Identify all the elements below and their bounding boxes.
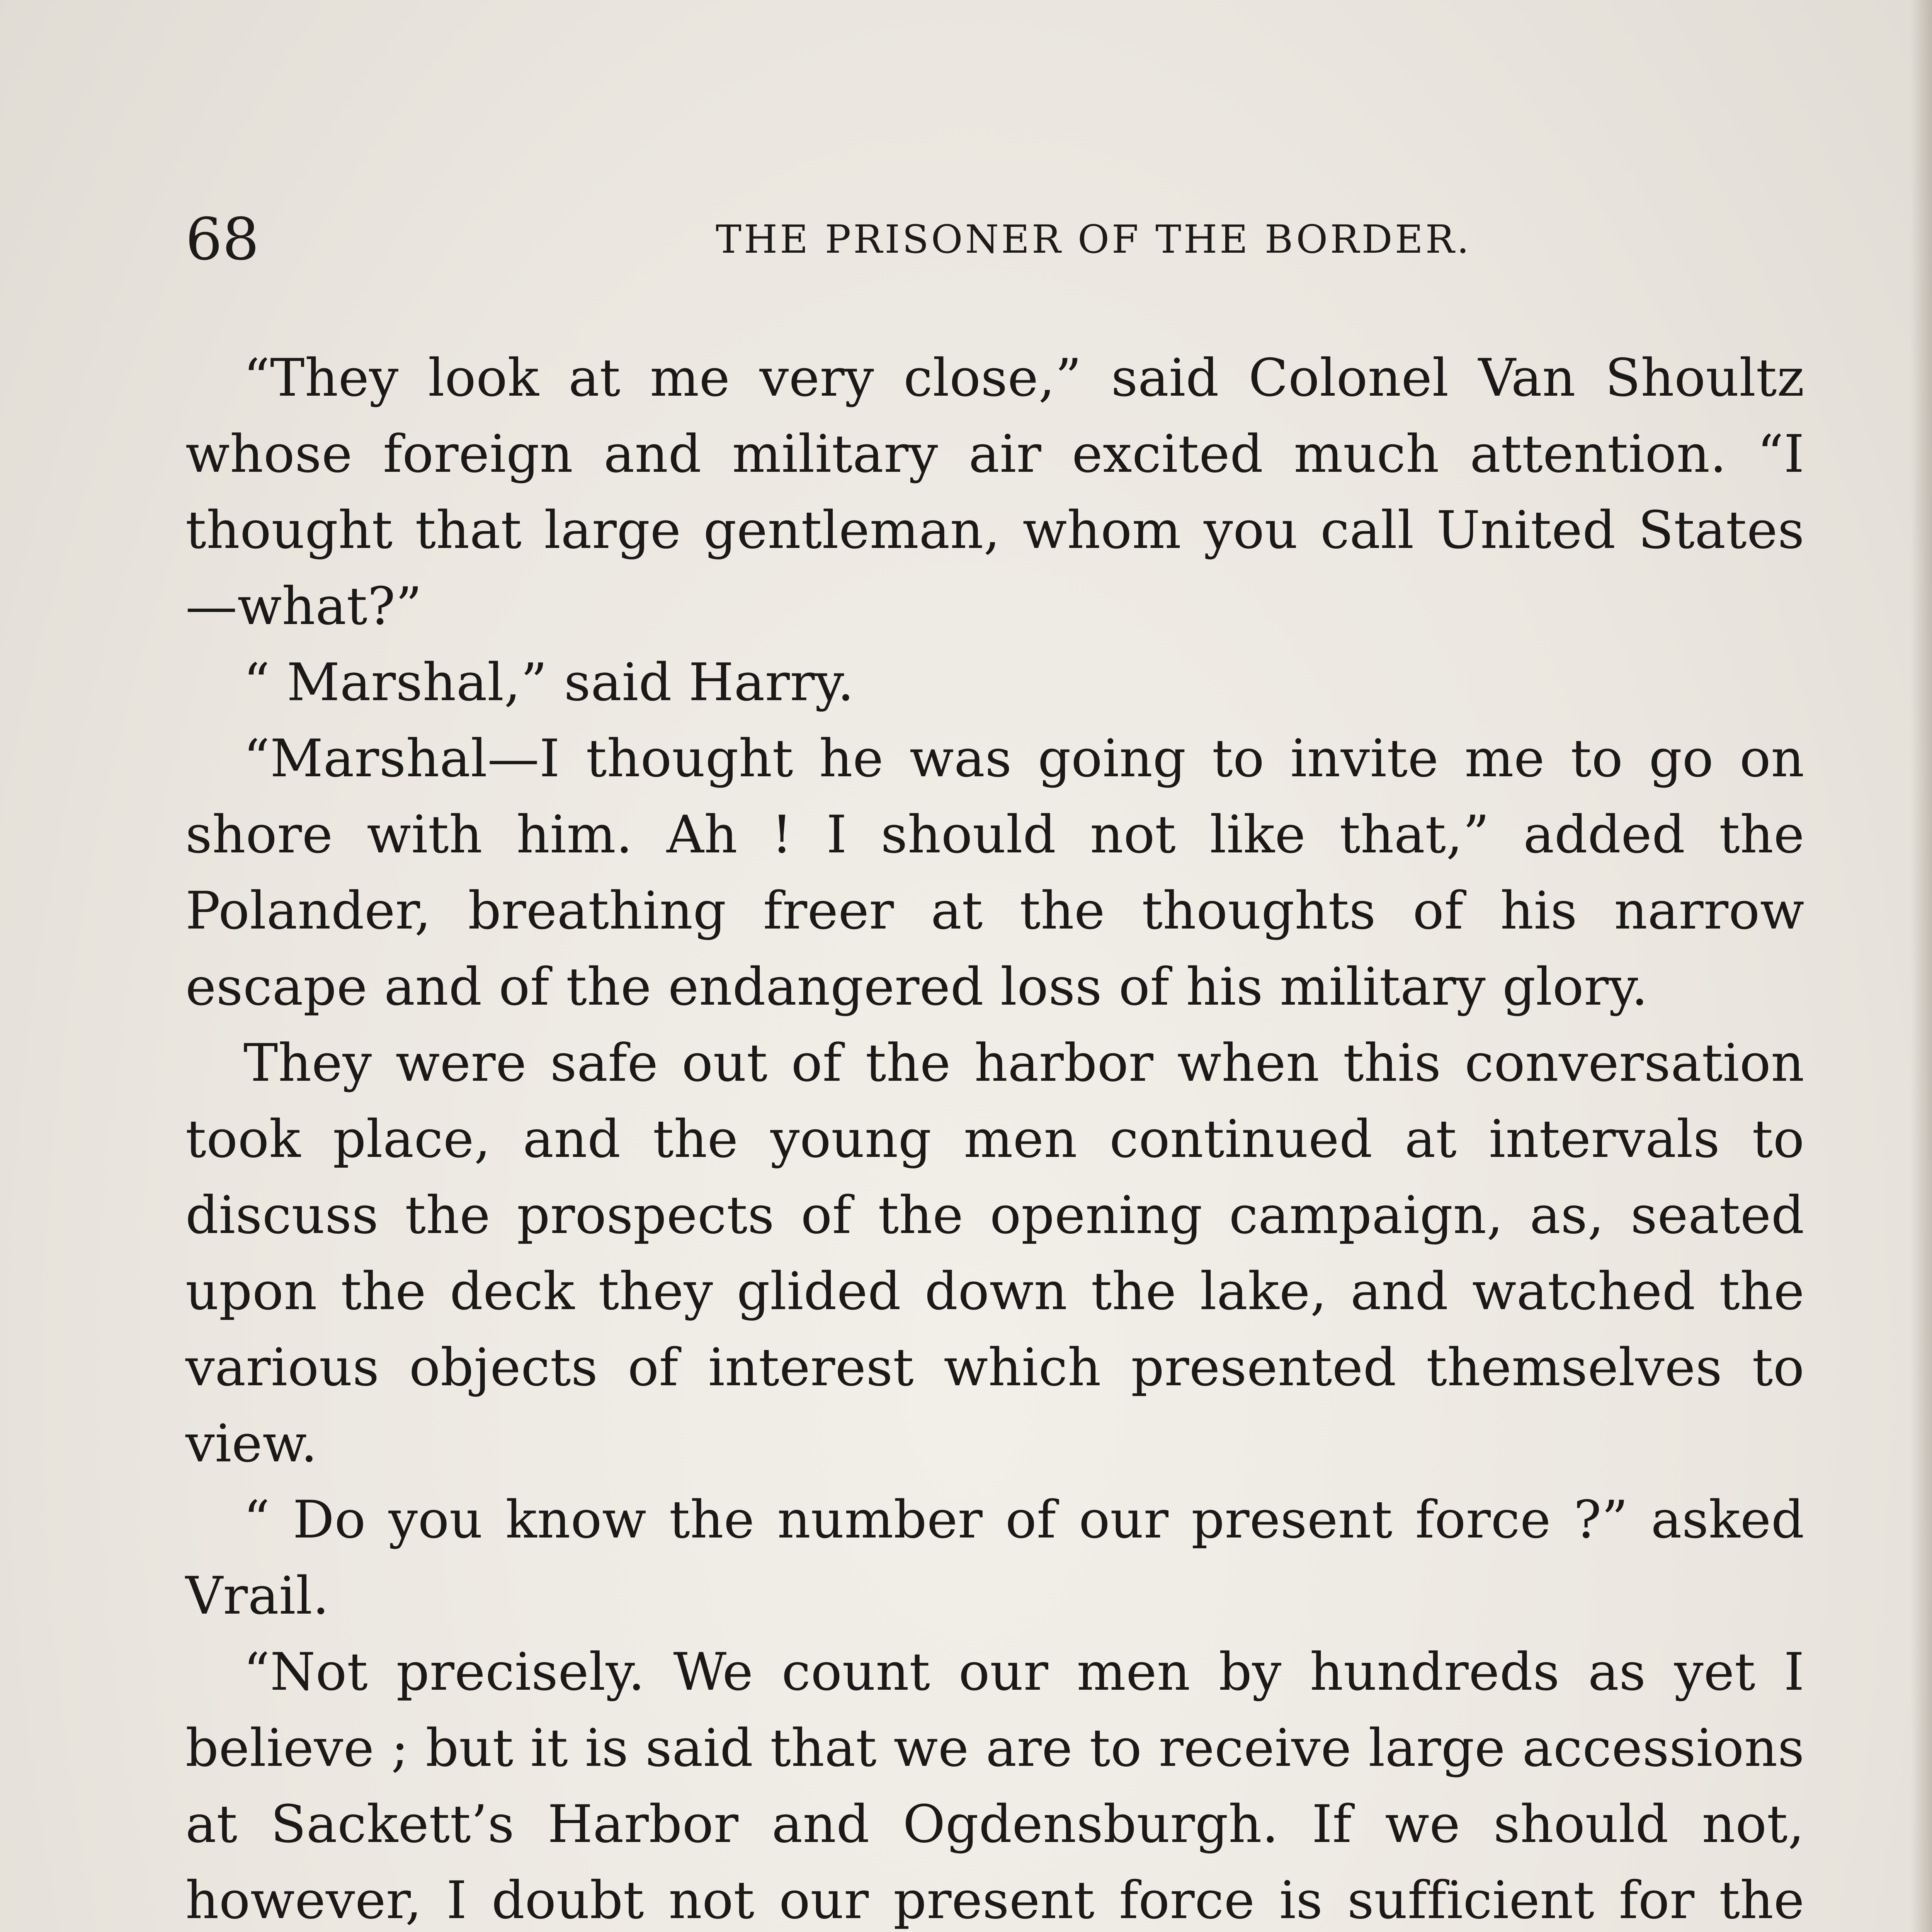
page-header (185, 206, 1804, 273)
paragraph: “Marshal—I thought he was going to invite me to go on shore with him. Ah ! I should not like that,” added the Polander, breathing freer at the thoughts of his narrow escape and of the endangered loss of his military glory. (185, 728, 1804, 1017)
page-edge-shadow (1910, 0, 1932, 1932)
paragraph: They were safe out of the harbor when this conversation took place, and the young men continued at intervals to discuss the prospects of the opening campaign, as, seated upon the deck they glided down the lake, and watched the various objects of interest which presented themselves to view. (185, 1033, 1804, 1474)
page-number: 68 (185, 206, 259, 273)
paragraph: “Not precisely. We count our men by hundreds as yet I believe ; but it is said that we are to receive large accessions at Sackett’s Harbor and Ogdensburgh. If we should not, however, I doubt not our present force is sufficient for the (185, 1642, 1804, 1930)
running-title: THE PRISONER OF THE BORDER. (716, 217, 1471, 262)
paragraph: “ Do you know the number of our present force ?” asked Vrail. (185, 1490, 1804, 1626)
paragraph: “ Marshal,” said Harry. (243, 652, 854, 713)
paragraph: “They look at me very close,” said Colonel Van Shoultz whose foreign and military air excited much attention. “I thought that large gentleman, whom you call United States—what?” (185, 348, 1804, 636)
body-text (185, 340, 1804, 1932)
